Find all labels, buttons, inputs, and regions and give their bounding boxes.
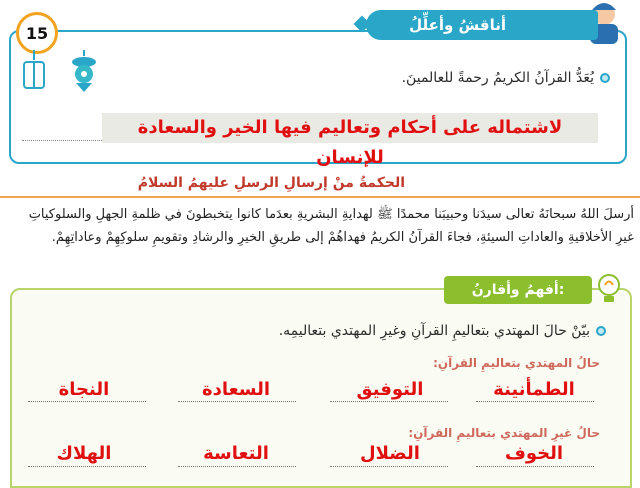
guided-answer: التوفيق <box>356 379 424 400</box>
discuss-question-text: يُعَدُّ القرآنُ الكريمُ رحمةً للعالمينَ. <box>401 70 594 86</box>
unguided-answer: الضلال <box>360 443 420 464</box>
guided-answer: النجاة <box>58 379 110 400</box>
unguided-answer: التعاسة <box>203 443 269 464</box>
answer-dotted-line <box>28 401 146 402</box>
answer-dotted-line <box>178 466 296 467</box>
wisdom-line-1: أرسلَ اللهُ سبحانَهُ تعالى سيدَنا وحبيبَنا محمدًا ﷺ لهدايةِ البشريةِ بعدَما كانوا يتخبطونَ في ظلمةِ الجهلِ والسلوكياتِ <box>28 207 634 222</box>
understand-title-tab <box>444 276 592 304</box>
wisdom-heading: الحكمةُ منْ إرسالِ الرسلِ عليهمُ السلامُ <box>137 175 405 191</box>
guided-answer: السعادة <box>201 379 271 400</box>
answer-dotted-line <box>330 466 448 467</box>
answer-dotted-line <box>22 140 102 141</box>
discuss-title-tab <box>366 10 598 40</box>
understand-question <box>279 323 606 339</box>
lantern-decoration-icon <box>18 50 102 95</box>
guided-answer: الطمأنينة <box>493 379 575 400</box>
answer-dotted-line <box>330 401 448 402</box>
lightbulb-icon <box>594 272 624 304</box>
guided-label: حالُ المهتدي بتعاليمِ القرآنِ: <box>433 356 600 370</box>
page-number-badge <box>16 12 58 54</box>
answer-dotted-line <box>28 466 146 467</box>
unguided-answer: الهلاك <box>56 443 112 464</box>
unguided-label: حالُ غيرِ المهتدي بتعاليمِ القرآنِ: <box>408 426 600 440</box>
wisdom-line-2: غيرِ الأخلاقيةِ والعاداتِ السيئةِ، فجاءَ القرآنُ الكريمُ فهداهُمْ إلى طريقِ الخيرِ والرشادِ وتقويمِ سلوكِهِمْ وعاداتِهِمْ. <box>51 230 634 245</box>
answer-dotted-line <box>476 401 594 402</box>
answer-dotted-line <box>476 466 594 467</box>
understand-question-text: بيّنْ حالَ المهتدي بتعاليمِ القرآنِ وغيرِ المهتدي بتعاليمِه. <box>278 323 590 339</box>
discuss-question <box>402 70 610 86</box>
wisdom-paragraph <box>0 203 634 249</box>
bullet-icon <box>596 326 606 336</box>
bullet-icon <box>600 73 610 83</box>
wisdom-divider <box>0 196 640 198</box>
understand-title: أفهمُ وأقارنُ: <box>471 282 565 298</box>
page-number: 15 <box>25 23 49 43</box>
discuss-answer: لاشتماله على أحكام وتعاليم فيها الخير والسعادة للإنسان <box>102 113 598 143</box>
answer-dotted-line <box>178 401 296 402</box>
discuss-title: أناقشُ وأعلِّلُ <box>409 16 506 34</box>
unguided-answer: الخوف <box>504 443 564 464</box>
